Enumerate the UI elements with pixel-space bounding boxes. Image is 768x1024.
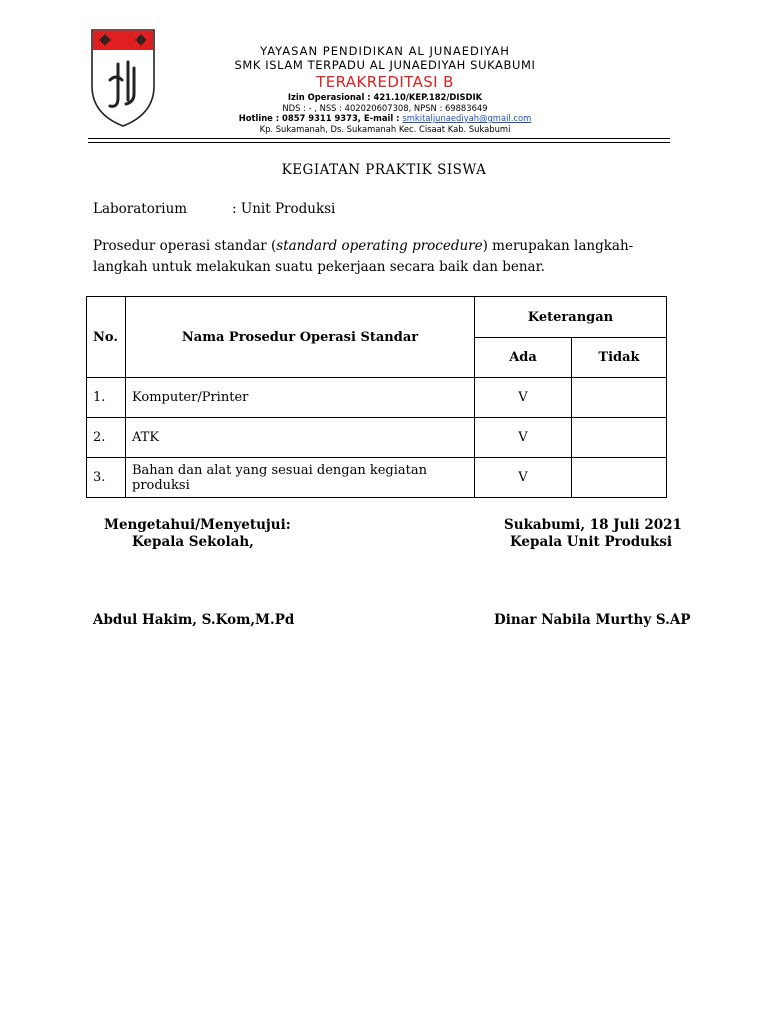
row-name: Komputer/Printer bbox=[126, 378, 475, 418]
school-ids: NDS : - , NSS : 402020607308, NPSN : 69883649 bbox=[282, 102, 488, 113]
para-before: Prosedur operasi standar ( bbox=[93, 238, 277, 254]
para-italic: standard operating procedure bbox=[276, 238, 483, 254]
table-row bbox=[87, 458, 667, 498]
principal-name: Abdul Hakim, S.Kom,M.Pd bbox=[93, 612, 295, 628]
letterhead bbox=[180, 44, 590, 134]
row-tidak bbox=[572, 378, 667, 418]
accreditation-status: TERAKREDITASI B bbox=[316, 73, 454, 91]
col-tidak-header: Tidak bbox=[572, 338, 667, 378]
para-after: ) merupakan langkah-langkah untuk melakukan suatu pekerjaan secara baik dan benar. bbox=[93, 238, 634, 275]
table-row bbox=[87, 378, 667, 418]
unit-head-title: Kepala Unit Produksi bbox=[510, 534, 673, 550]
row-tidak bbox=[572, 418, 667, 458]
table-row bbox=[87, 418, 667, 458]
row-no: 2. bbox=[87, 418, 126, 458]
school-address: Kp. Sukamanah, Ds. Sukamanah Kec. Cisaat Kab. Sukabumi bbox=[259, 123, 511, 134]
principal-title: Kepala Sekolah, bbox=[132, 534, 254, 550]
row-tidak bbox=[572, 458, 667, 498]
intro-paragraph bbox=[93, 236, 683, 278]
row-ada: V bbox=[475, 378, 572, 418]
document-title: KEGIATAN PRAKTIK SISWA bbox=[281, 162, 487, 178]
row-name: ATK bbox=[126, 418, 475, 458]
col-keterangan-header: Keterangan bbox=[475, 297, 667, 338]
unit-head-name: Dinar Nabila Murthy S.AP bbox=[494, 612, 691, 628]
school-name: SMK ISLAM TERPADU AL JUNAEDIYAH SUKABUMI bbox=[234, 58, 536, 72]
email-link[interactable]: smkitaljunaediyah@gmail.com bbox=[402, 113, 532, 123]
approval-label: Mengetahui/Menyetujui: bbox=[104, 517, 291, 533]
col-ada-header: Ada bbox=[475, 338, 572, 378]
col-no-header: No. bbox=[87, 297, 126, 378]
row-ada: V bbox=[475, 418, 572, 458]
lab-value: : Unit Produksi bbox=[232, 201, 336, 217]
hotline-text: Hotline : 0857 9311 9373, E-mail : bbox=[238, 113, 403, 123]
letterhead-rule bbox=[88, 138, 670, 139]
signature-right bbox=[504, 517, 682, 551]
lab-label: Laboratorium bbox=[93, 201, 188, 217]
place-date: Sukabumi, 18 Juli 2021 bbox=[504, 517, 682, 533]
lab-line bbox=[93, 201, 336, 217]
foundation-name: YAYASAN PENDIDIKAN AL JUNAEDIYAH bbox=[260, 44, 510, 58]
row-name: Bahan dan alat yang sesuai dengan kegiatan produksi bbox=[126, 458, 475, 498]
row-no: 1. bbox=[87, 378, 126, 418]
school-crest-icon bbox=[90, 28, 156, 128]
row-ada: V bbox=[475, 458, 572, 498]
signature-left bbox=[104, 517, 291, 551]
letterhead-rule-thin bbox=[88, 142, 670, 143]
col-name-header: Nama Prosedur Operasi Standar bbox=[126, 297, 475, 378]
sop-table bbox=[86, 296, 667, 498]
operating-permit: Izin Operasional : 421.10/KEP.182/DISDIK bbox=[287, 92, 483, 102]
row-no: 3. bbox=[87, 458, 126, 498]
contact-line bbox=[180, 113, 590, 124]
